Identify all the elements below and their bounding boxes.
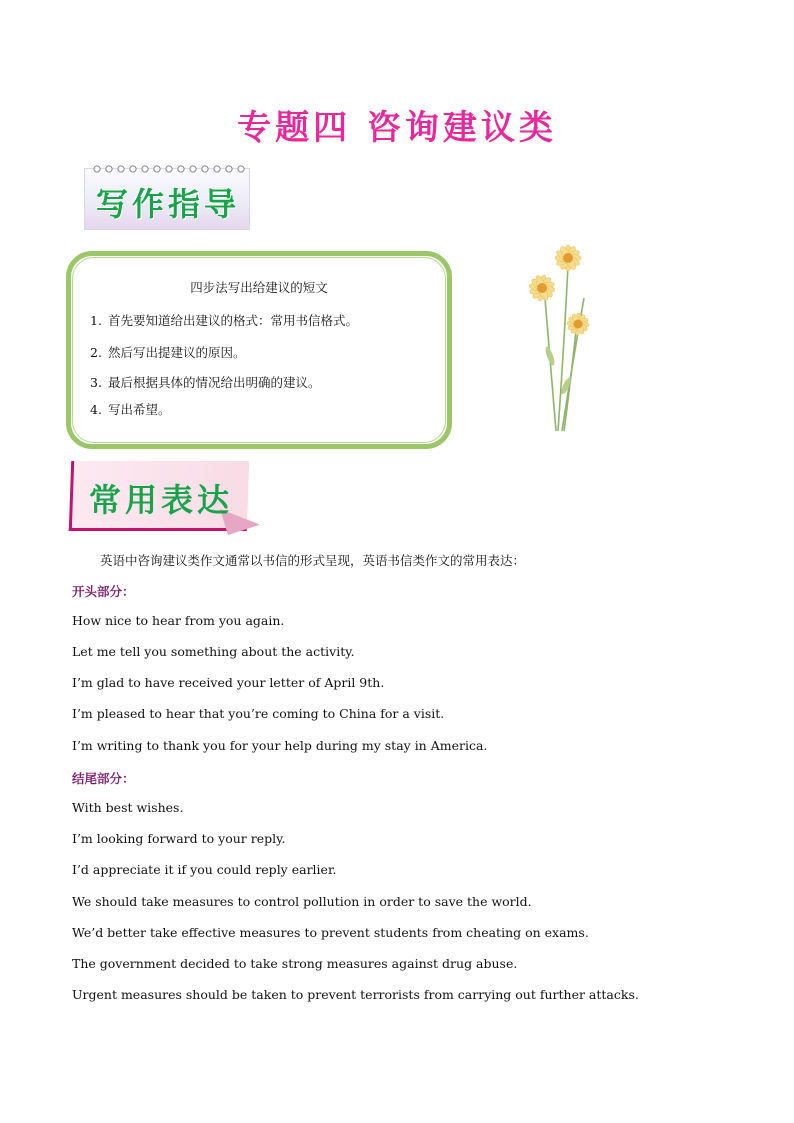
opening-line: I’m writing to thank you for your help during my stay in America.: [72, 738, 488, 753]
closing-label: 结尾部分：: [72, 771, 135, 786]
spiral-rings-decoration: [91, 163, 245, 175]
closing-line: The government decided to take strong measures against drug abuse.: [72, 956, 518, 971]
opening-line: How nice to hear from you again.: [72, 613, 285, 628]
section-header-writing-guide: [84, 168, 250, 230]
closing-line: I’m looking forward to your reply.: [72, 831, 286, 846]
closing-line: With best wishes.: [72, 800, 184, 815]
flower-illustration-icon: [506, 236, 606, 436]
guide-item: 3. 最后根据具体的情况给出明确的建议。: [90, 375, 321, 390]
guide-box-title: 四步法写出给建议的短文: [190, 280, 328, 295]
opening-line: Let me tell you something about the activity.: [72, 644, 355, 659]
guide-item: 2. 然后写出提建议的原因。: [90, 345, 246, 360]
opening-line: I’m glad to have received your letter of April 9th.: [72, 675, 385, 690]
closing-line: Urgent measures should be taken to prevent terrorists from carrying out further attacks.: [72, 987, 639, 1002]
guide-item: 4. 写出希望。: [90, 402, 171, 417]
closing-line: I’d appreciate it if you could reply earlier.: [72, 862, 337, 877]
page-title: 专题四 咨询建议类: [237, 108, 557, 148]
section-header-common-expressions: [70, 461, 260, 539]
closing-line: We’d better take effective measures to prevent students from cheating on exams.: [72, 925, 589, 940]
guide-item: 1. 首先要知道给出建议的格式：常用书信格式。: [90, 313, 359, 328]
section-header-common-expressions-text: 常用表达: [88, 481, 233, 519]
closing-line: We should take measures to control pollution in order to save the world.: [72, 894, 532, 909]
opening-label: 开头部分：: [72, 584, 135, 599]
section-header-writing-guide-text: 写作指导: [95, 185, 240, 223]
intro-paragraph: 英语中咨询建议类作文通常以书信的形式呈现，英语书信类作文的常用表达：: [100, 553, 526, 568]
opening-line: I’m pleased to hear that you’re coming to China for a visit.: [72, 706, 445, 721]
